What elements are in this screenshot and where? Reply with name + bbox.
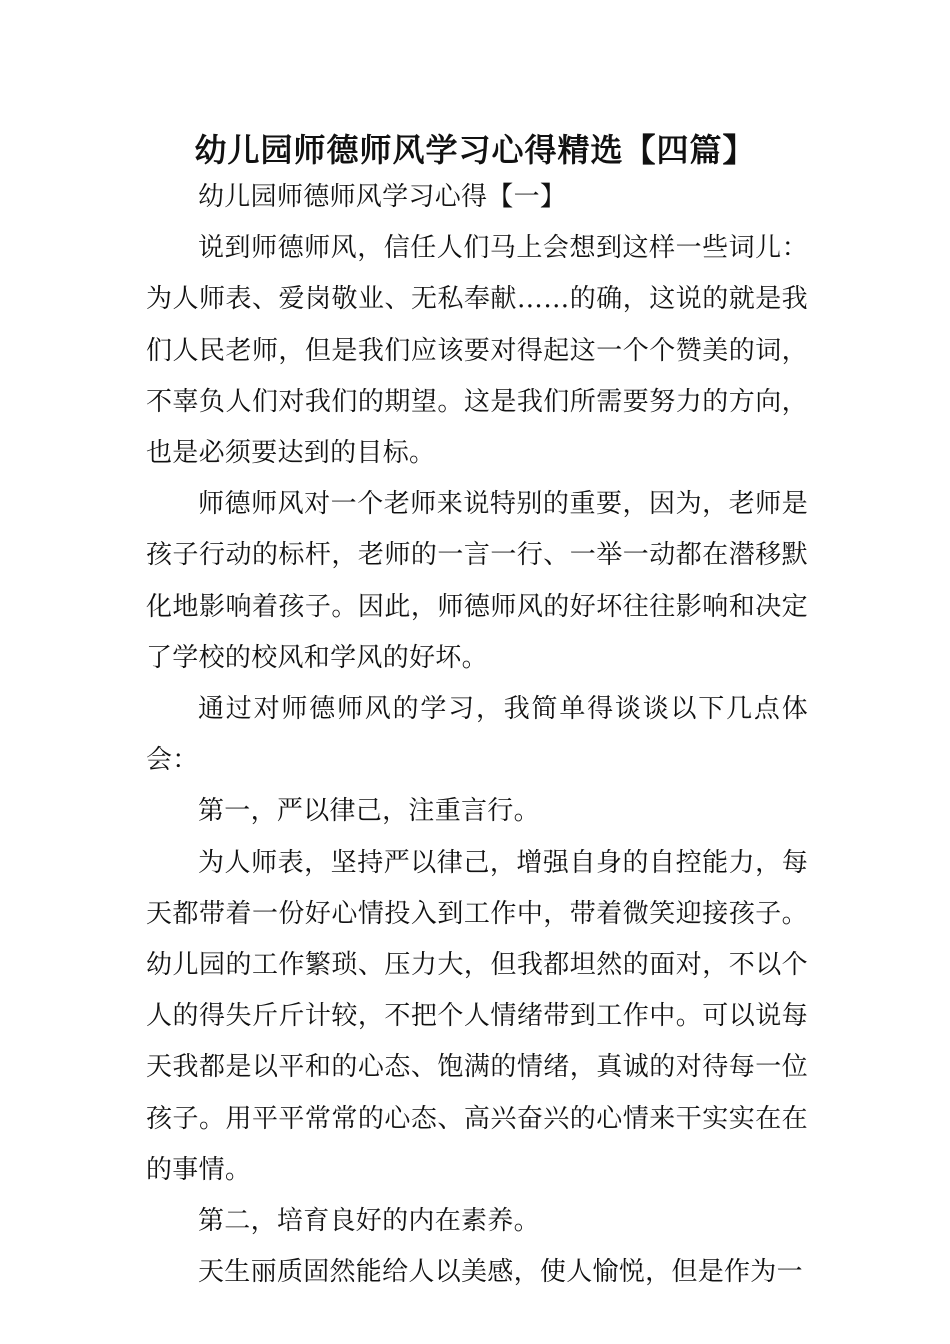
paragraph: 通过对师德师风的学习，我简单得谈谈以下几点体会： [146,694,808,776]
section-heading: 幼儿园师德师风学习心得【一】 [198,182,567,212]
paragraph: 说到师德师风，信任人们马上会想到这样一些词儿：为人师表、爱岗敬业、无私奉献……的确，这说的就是我们人民老师，但是我们应该要对得起这一个个赞美的词，不辜负人们对我们的期望。这是我们所需要努力的方向，也是必须要达到的目标。 [146,233,808,469]
document-title: 幼儿园师德师风学习心得精选【四篇】 [194,131,756,169]
paragraph: 天生丽质固然能给人以美感，使人愉悦，但是作为一 [198,1257,803,1288]
point-heading: 第二，培育良好的内在素养。 [198,1206,540,1237]
paragraph: 为人师表，坚持严以律己，增强自身的自控能力，每天都带着一份好心情投入到工作中，带着微笑迎接孩子。幼儿园的工作繁琐、压力大，但我都坦然的面对，不以个人的得失斤斤计较，不把个人情绪带到工作中。可以说每天我都是以平和的心态、饱满的情绪，真诚的对待每一位孩子。用平平常常的心态、高兴奋兴的心情来干实实在在的事情。 [146,847,808,1185]
document-body [146,172,808,1298]
point-heading: 第一，严以律己，注重言行。 [198,796,540,827]
paragraph: 师德师风对一个老师来说特别的重要，因为，老师是孩子行动的标杆，老师的一言一行、一举一动都在潜移默化地影响着孩子。因此，师德师风的好坏往往影响和决定了学校的校风和学风的好坏。 [146,489,808,673]
